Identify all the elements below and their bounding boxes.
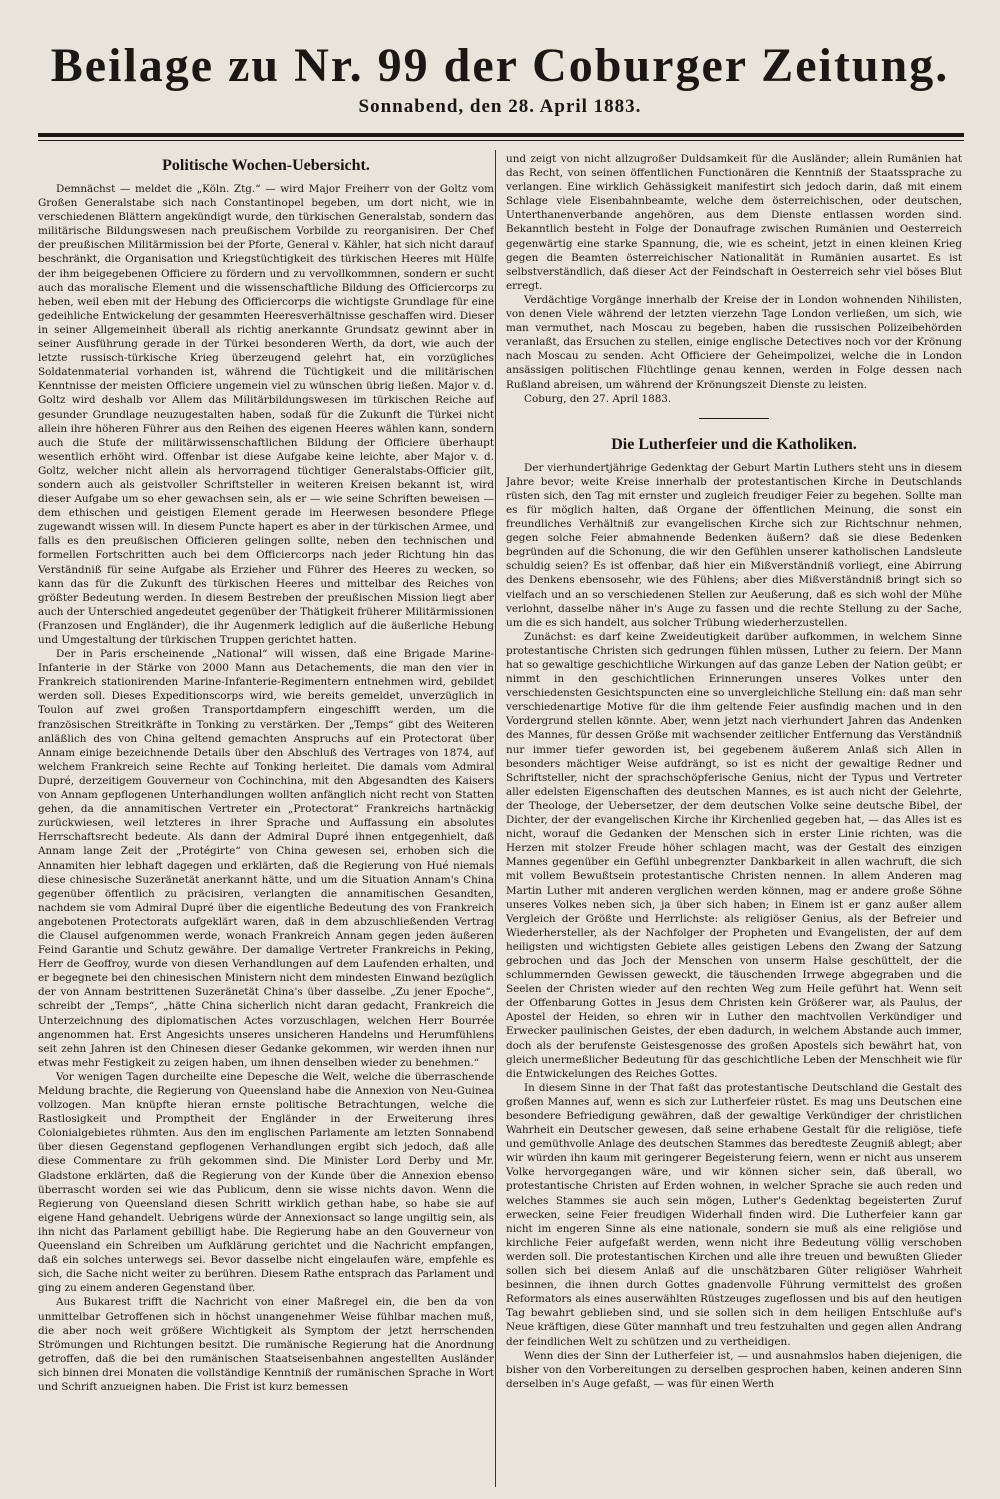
article-heading-politics: Politische Wochen-Uebersicht.: [162, 157, 370, 174]
article-paragraph: Der in Paris erscheinende „National“ will wissen, daß eine Brigade Marine-Infanterie in der Stärke von 2000 Mann aus Detachements, die man den vier in Frankreich stationirenden Marine-Infanterie-Regimentern entnehmen wird, gebildet werden soll. Dieses Expeditionscorps wird, wie bereits gemeldet, unverzüglich in Toulon auf zwei großen Transportdampfern eingeschifft werden, um die französischen Streitkräfte in Tonking zu verstärken. Der „Temps“ gibt des Weiteren anläßlich des von China geltend gemachten Anspruchs auf ein Protectorat über Annam einige bezeichnende Details über den Abschluß des Vertrages von 1874, auf welchem Frankreich seine Rechte auf Tonking herleitet. Die damals vom Admiral Dupré, derzeitigem Gouverneur von Cochinchina, mit den Abgesandten des Kaisers von Annam gepflogenen Unterhandlungen wollten anfänglich nicht recht von Statten gehen, da die annamitischen Vertreter ein „Protectorat“ Frankreichs hartnäckig zurückwiesen, weil letzteres in ihrer Sprache und Auffassung ein absolutes Herrschaftsrecht bedeute. Als dann der Admiral Dupré ihnen entgegenhielt, daß Annam lange Zeit der „Protégirte“ von China gewesen sei, erhoben sich die Annamiten hier lebhaft dagegen und erklärten, daß die Regierung von Hué niemals diese chinesische Suzeränetät anerkannt hätte, und um die Situation Annam's China gegenüber öffentlich zu präcisiren, verlangten die annamitischen Gesandten, nachdem sie vom Admiral Dupré über die eigentliche Bedeutung des von Frankreich angebotenen Protectorats aufgeklärt waren, daß in dem abzuschließenden Vertrag die Clausel aufgenommen werde, wonach Frankreich Annam gegen jeden äußeren Feind Garantie und Schutz gewähre. Der damalige Vertreter Frankreichs in Peking, Herr de Geoffroy, wurde von diesen Verhandlungen auf dem Laufenden erhalten, und er begegnete bei den chinesischen Ministern nicht dem mindesten Einwand bezüglich der von Annam bestrittenen Suzeränetät China's über dasselbe. „Zu jener Epoche“, schreibt der „Temps“, „hätte China sicherlich nicht daran gedacht, Frankreich die Unterzeichnung des diplomatischen Actes vorzuschlagen, welchen Herr Bourrée angenommen hat. Erst Angesichts unseres unsicheren Handelns und Herumfühlens seit zehn Jahren ist den Chinesen dieser Gedanke gekommen, wir werden ihnen nur etwas mehr Festigkeit zu zeigen haben, um ihnen denselben wieder zu benehmen.“: [38, 648, 494, 1069]
article-paragraph: Vor wenigen Tagen durcheilte eine Depesche die Welt, welche die überraschende Meldung brachte, die Regierung von Queensland habe die Annexion von Neu-Guinea vollzogen. Man knüpfte hieran ernste politische Betrachtungen, welche die Rastlosigkeit und Promptheit der Engländer in der Erweiterung ihres Colonialgebietes rühmten. Aus den im englischen Parlamente am letzten Sonnabend über diesen Gegenstand gepflogenen Verhandlungen ergibt sich jedoch, daß alle diese Commentare zu früh gekommen sind. Die Minister Lord Derby und Mr. Gladstone erklärten, daß die Regierung von der Kunde über die Annexion ebenso überrascht worden sei wie das Publicum, denn sie wisse nichts davon. Wenn die Regierung von Queensland diesen Schritt wirklich gethan habe, so habe sie auf eigene Hand gehandelt. Uebrigens würde der Annexionsact so lange ungiltig sein, als ihn nicht das Parlament gebilligt habe. Die Regierung habe an den Gouverneur von Queensland ein Schreiben um Aufklärung gerichtet und die Nachricht empfangen, daß ein solches unterwegs sei. Bevor dasselbe nicht eingelaufen wäre, empfehle es sich, die Sache nicht weiter zu berühren. Diesem Rathe entsprach das Parlament und ging zu einem anderen Gegenstand über.: [38, 1070, 494, 1295]
right-column: [506, 152, 962, 1487]
masthead-title: Beilage zu Nr. 99 der Coburger Zeitung.: [50, 39, 950, 92]
masthead-rule-thick: [38, 133, 964, 137]
article-paragraph: Wenn dies der Sinn der Lutherfeier ist, — und ausnahmslos haben diejenigen, die bisher von den Vorbereitungen zu derselben gesprochen haben, keinen anderen Sinn derselben in's Auge gefaßt, — was für einen Werth: [506, 1349, 962, 1390]
article-paragraph: Verdächtige Vorgänge innerhalb der Kreise der in London wohnenden Nihilisten, von denen Viele während der letzten vierzehn Tage London verließen, um sich, wie man vermuthet, nach Moscau zu begeben, haben die russischen Polizeibehörden veranlaßt, das Ersuchen zu stellen, einige englische Detectives noch vor der Krönung nach Moscau zu senden. Acht Officiere der Geheimpolizei, welche die in London ansässigen politischen Flüchtlinge genau kennen, werden in Folge dessen nach Rußland abreisen, um während der Krönungszeit Dienste zu leisten.: [506, 293, 962, 391]
issue-date: Sonnabend, den 28. April 1883.: [358, 96, 642, 117]
left-column: [38, 152, 494, 1487]
column-divider: [495, 150, 496, 1487]
article-continuation: und zeigt von nicht allzugroßer Duldsamkeit für die Ausländer; allein Rumänien hat das Recht, von seinen öffentlichen Functionären die Kenntniß der Staatssprache zu verlangen. Eine wirklich Gehässigkeit manifestirt sich jedoch darin, daß mit einem Schlage viele Eisenbahnbeamte, welche dem österreichischen, oder deutschen, Unterthanenverbande angehören, aus dem Dienste entlassen worden sind. Bekanntlich besteht in Folge der Donaufrage zwischen Rumänien und Oesterreich gegenwärtig eine starke Spannung, die, wie es scheint, jetzt in einen kleinen Krieg gegen die Beamten österreichischer Nationalität in Rumänien ausartet. Es ist selbstverständlich, daß dieser Act der Feindschaft in Oesterreich sehr viel böses Blut erregt.: [506, 153, 962, 292]
masthead-rule-thin: [38, 140, 964, 141]
article-paragraph: Demnächst — meldet die „Köln. Ztg.“ — wird Major Freiherr von der Goltz vom Großen Generalstabe sich nach Constantinopel begeben, um dort nicht, wie in verschiedenen Blättern angekündigt wurde, den türkischen Generalstab, sondern das militärische Bildungswesen nach preußischem Vorbilde zu reorganisiren. Der Chef der preußischen Militärmission bei der Pforte, General v. Kähler, hat sich nicht darauf beschränkt, die Organisation und Kriegstüchtigkeit des türkischen Heeres mit Hülfe der ihm beigegebenen Officiere zu fördern und zu vervollkommnen, sondern er sucht auch das moralische Element und die wissenschaftliche Bildung des Officiercorps zu heben, weil eben mit der Hebung des Officiercorps die wichtigste Grundlage für eine gedeihliche Entwickelung der gesammten Heeresverhältnisse geschaffen wird. Dieser in seiner Allgemeinheit überall als richtig anerkannte Grundsatz gewinnt aber in seiner Ausführung gerade in der Türkei besonderen Werth, da dort, wie auch der letzte russisch-türkische Krieg überzeugend gelehrt hat, ein vorzügliches Soldatenmaterial vorhanden ist, während die Tüchtigkeit und die militärischen Kenntnisse der meisten Officiere ungemein viel zu wünschen übrig ließen. Major v. d. Goltz wird deshalb vor Allem das Militärbildungswesen im türkischen Reiche auf gesunder Grundlage neuzugestalten haben, sodaß für die Zukunft die Türkei nicht allein ihre höheren Führer aus den Reihen des eigenen Heeres wählen kann, sondern auch die Stufe der militärwissenschaftlichen Bildung der Officiere überhaupt wesentlich erhöht wird. Offenbar ist diese Aufgabe keine leichte, aber Major v. d. Goltz, welcher nicht allein als hervorragend tüchtiger Generalstabs-Officier gilt, sondern auch als geistvoller Schriftsteller in weiteren Kreisen bekannt ist, wird dieser Aufgabe um so eher gewachsen sein, als er — wie seine Schriften beweisen — dem ethischen und geistigen Element gerade im Heerwesen besondere Pflege zugewandt wissen will. In diesem Puncte hapert es aber in der türkischen Armee, und falls es den preußischen Officieren gelingen sollte, neben den technischen und formellen Fortschritten auch bei dem Officiercorps nach jeder Richtung hin das Verständniß für seine Aufgabe als Erzieher und Führer des Heeres zu wecken, so kann das für die Zukunft des türkischen Heeres und mittelbar des Reiches von größter Bedeutung werden. In diesem Bestreben der preußischen Mission liegt aber auch der Unterschied angedeutet gegenüber der Thätigkeit früherer Militärmissionen (Franzosen und Engländer), die ihr Augenmerk lediglich auf die äußerliche Hebung und Umgestaltung der türkischen Truppen gerichtet hatten.: [38, 183, 494, 646]
article-dateline: Coburg, den 27. April 1883.: [524, 392, 672, 405]
article-paragraph: In diesem Sinne in der That faßt das protestantische Deutschland die Gestalt des großen Mannes auf, wenn es sich zur Lutherfeier rüstet. Es mag uns Deutschen eine besondere Befriedigung gewähren, daß der gewaltige Verkündiger der christlichen Wahrheit ein Deutscher gewesen, daß seine erhabene Gestalt für die religiöse, tiefe und gemüthvolle Anlage des deutschen Stammes das beredteste Zeugniß ablegt; aber wir würden ihn kaum mit geringerer Begeisterung feiern, wenn er nicht aus unserem Volke hervorgegangen wäre, und wir können sicher sein, daß überall, wo protestantische Christen auf Erden wohnen, in welcher Sprache sie auch reden und welches Stammes sie auch sein mögen, Luther's Gedenktag begeisterten Zuruf erwecken, seine Feier freudigen Widerhall finden wird. Die Lutherfeier kann gar nicht im engeren Sinne als eine nationale, sondern sie muß als eine religiöse und kirchliche Feier aufgefaßt werden, wenn nicht ihre Bedeutung völlig verschoben werden soll. Die protestantischen Kirchen und alle ihre treuen und bewußten Glieder sollen sich bei diesem Anlaß auf die unschätzbaren Güter religiöser Wahrheit besinnen, die ihnen durch Gottes gnadenvolle Führung vermittelst des großen Reformators als eines auserwählten Rüstzeuges zugeflossen und bis auf den heutigen Tag bewahrt geblieben sind, und sie sollen sich in dem heiligen Entschluße auf's Neue kräftigen, diese Güter mannhaft und treu festzuhalten und gegen allen Andrang der feindlichen Welt zu schützen und zu vertheidigen.: [506, 1081, 962, 1348]
article-paragraph: Zunächst: es darf keine Zweideutigkeit darüber aufkommen, in welchem Sinne protestantische Christen sich gedrungen fühlen müssen, Luther zu feiern. Der Mann hat so gewaltige geschichtliche Wirkungen auf das ganze Leben der Nation geübt; er nimmt in den geschichtlichen Erinnerungen unseres Volkes unter den verschiedensten Gesichtspuncten eine so unvergleichliche Stellung ein: daß man sehr verschiedenartige Motive für die ihm geltende Feier ausfindig machen und in den Vordergrund stellen könnte. Aber, wenn jetzt nach vierhundert Jahren das Andenken des Mannes, für dessen Größe mit wachsender zeitlicher Entfernung das Verständniß nur immer tiefer geworden ist, bei gegebenem äußerem Anlaß sich Allen in besonders mächtiger Weise aufdrängt, so ist es nicht der gewaltige Redner und Schriftsteller, nicht der sprachschöpferische Genius, nicht der Typus und Vertreter aller edelsten Eigenschaften des deutschen Mannes, es ist auch nicht der Gelehrte, der Theologe, der Uebersetzer, der dem deutschen Volke seine deutsche Bibel, der Dichter, der der evangelischen Kirche ihr Kirchenlied gegeben hat, — das Alles ist es nicht, worauf die Gedanken der Menschen sich in erster Linie richten, was die Herzen mit stolzer Freude höher schlagen macht, was der Gestalt des einzigen Mannes gegenüber ein Gefühl unbegrenzter Dankbarkeit in allen wachruft, die sich mit vollem Bewußtsein protestantische Christen nennen. In allem Anderen mag Martin Luther mit anderen verglichen werden können, mag er andere große Söhne unseres Volkes neben sich, ja über sich haben; in Einem ist er ganz außer allem Vergleich der Größte und Herrlichste: als religiöser Genius, als der Befreier und Wiederhersteller, als der Nachfolger der Propheten und Evangelisten, der auf dem heiligsten und wichtigsten Gebiete alles geistigen Lebens den Zwang der Satzung gebrochen und das Joch der Menschen von unserm Halse geschüttelt, der die schlummernden Gewissen geweckt, die täuschenden Irrwege abgegraben und die Seelen der Christen wieder auf den rechten Weg zum Heile geführt hat. Wenn seit der Offenbarung Gottes in Jesus dem Christen kein Größerer war, als Paulus, der Apostel der Heiden, so ehren wir in Luther den machtvollen Verkündiger und Erwecker paulinischen Geistes, der eben dadurch, in welchem Abstande auch immer, doch als der berufenste Geistesgenosse des großen Apostels sich bewährt hat, von gleich unermeßlicher Bedeutung für das geschichtliche Leben der Menschheit wie für die Entwickelungen des Reiches Gottes.: [506, 630, 962, 1080]
section-divider: [699, 418, 769, 419]
article-paragraph: Der vierhundertjährige Gedenktag der Geburt Martin Luthers steht uns in diesem Jahre bevor; weite Kreise innerhalb der protestantischen Kirche in Deutschlands rüsten sich, den Tag mit ernster und zugleich freudiger Feier zu begehen. Sollte man es für möglich halten, daß Organe der öffentlichen Meinung, die sonst ein freundliches Verhältniß zur evangelischen Kirche sich zur Richtschnur nehmen, gegen solche Feier abmahnende Bedenken äußern? daß sie diese Bedenken begründen auf die Schonung, die wir den Gefühlen unserer katholischen Landsleute schuldig seien? Es ist offenbar, daß hier ein Mißverständniß vorliegt, eine Abirrung des Denkens ebensosehr, wie des Fühlens; aber dies Mißverständniß bringt sich so vielfach und an so verschiedenen Stellen zur Aeußerung, daß es sich wohl der Mühe verlohnt, dasselbe näher in's Auge zu fassen und die rechte Stellung zu der Sache, um die es sich handelt, aus solcher Trübung wiederherzustellen.: [506, 461, 962, 629]
article-heading-luther: Die Lutherfeier und die Katholiken.: [611, 435, 857, 453]
article-paragraph: Aus Bukarest trifft die Nachricht von einer Maßregel ein, die ben da von unmittelbar Getroffenen sich in höchst unangenehmer Weise fühlbar machen muß, die aber noch weit größere Wichtigkeit als Symptom der jetzt herrschenden Strömungen und Richtungen besitzt. Die rumänische Regierung hat die Anordnung getroffen, daß die bei den rumänischen Staatseisenbahnen angestellten Ausländer sich binnen drei Monaten die vollständige Kenntniß der rumänischen Sprache in Wort und Schrift anzueignen haben. Die Frist ist kurz bemessen: [38, 1296, 494, 1393]
